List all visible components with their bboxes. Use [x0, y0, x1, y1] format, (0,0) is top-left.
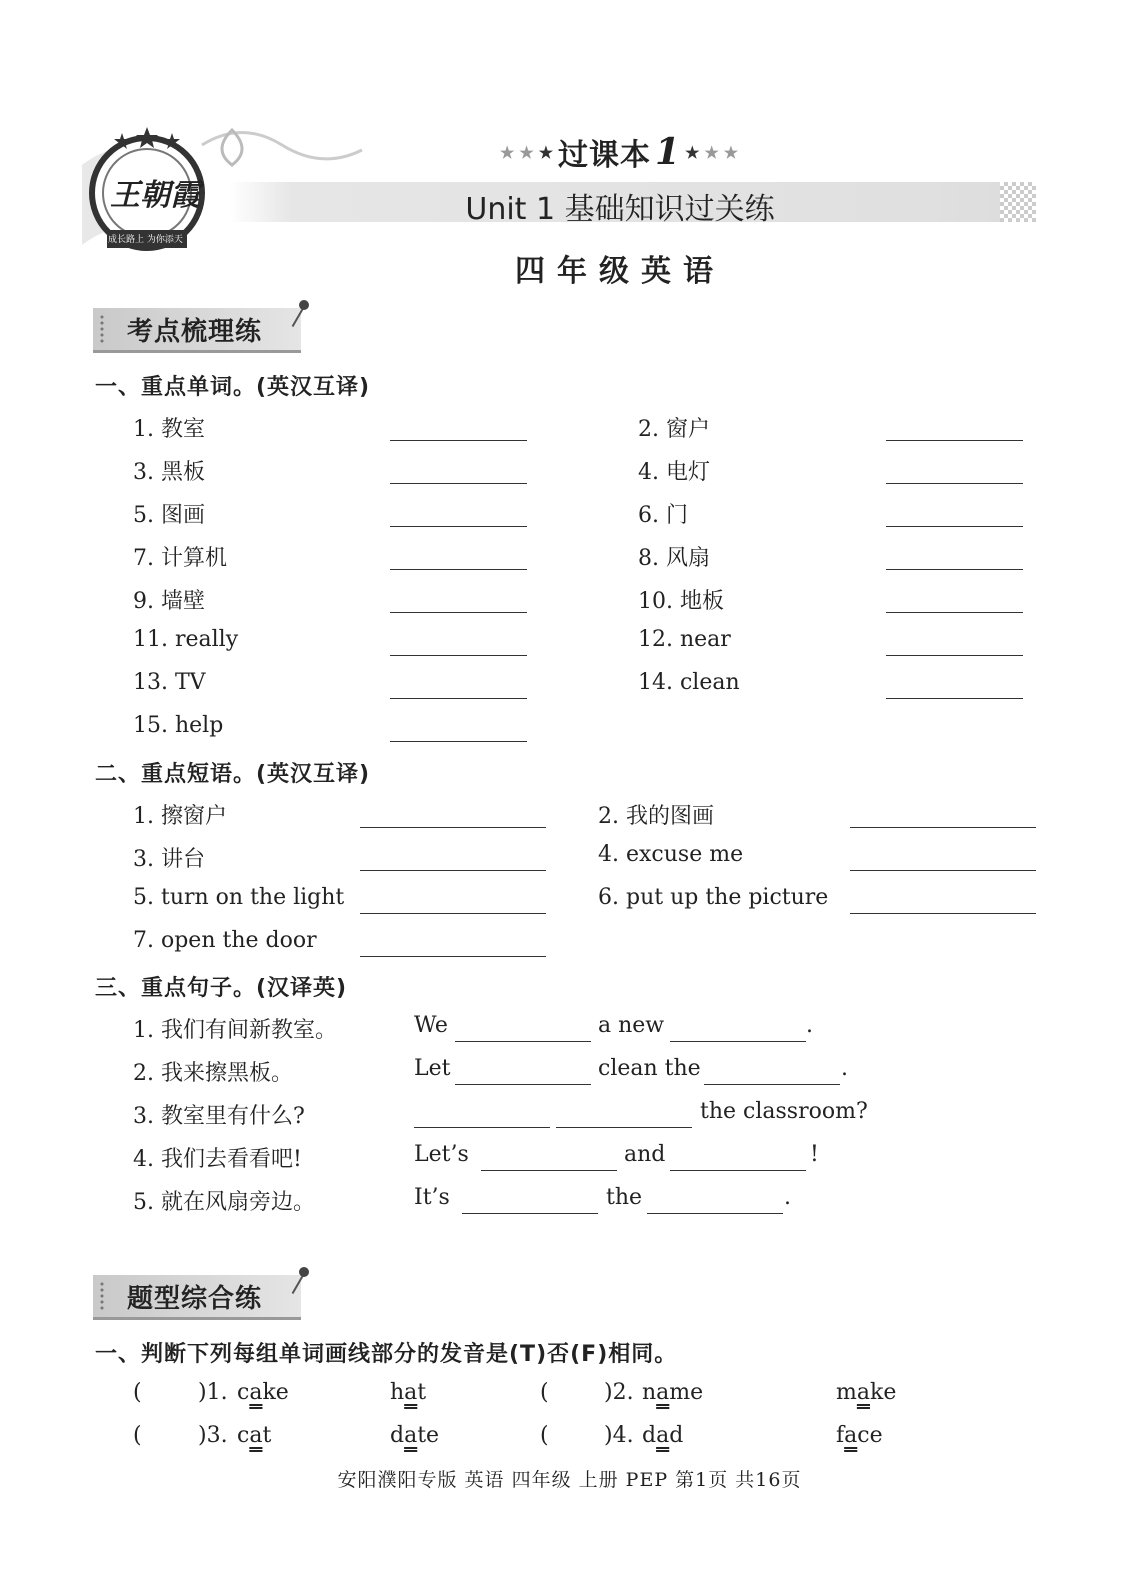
- answer-blank[interactable]: [886, 526, 1023, 527]
- logo-slogan: 成长路上 为你添天: [108, 235, 183, 245]
- answer-blank[interactable]: [886, 612, 1023, 613]
- section-banner-2: [93, 1275, 301, 1320]
- answer-blank[interactable]: [850, 870, 1036, 871]
- answer-blank[interactable]: [850, 913, 1036, 914]
- answer-blank[interactable]: [360, 956, 546, 957]
- word-a: name: [642, 1380, 704, 1405]
- phrase-item: 5. turn on the light: [133, 885, 345, 910]
- word-item: 9. 墙壁: [133, 589, 205, 614]
- question-number: )4.: [604, 1423, 634, 1448]
- paren-open: (: [133, 1380, 142, 1405]
- answer-blank[interactable]: [390, 698, 527, 699]
- question-number: )3.: [198, 1423, 228, 1448]
- sentence-word: Let: [414, 1056, 451, 1081]
- phrase-item: 7. open the door: [133, 928, 317, 953]
- grade-title: 四年级英语: [515, 254, 725, 289]
- answer-blank[interactable]: [886, 483, 1023, 484]
- sentence-cn: 3. 教室里有什么?: [133, 1104, 305, 1129]
- sentence-cn: 2. 我来擦黑板。: [133, 1061, 293, 1086]
- word-item: 14. clean: [638, 670, 740, 695]
- sentence-word: It’s: [414, 1185, 450, 1210]
- star-icon: ★: [519, 142, 535, 162]
- sentence-word: !: [810, 1142, 819, 1167]
- book-label: 过课本: [558, 138, 652, 173]
- answer-blank[interactable]: [414, 1127, 550, 1128]
- star-icon: ★: [723, 142, 740, 162]
- phrase-item: 1. 擦窗户: [133, 804, 227, 829]
- word-item: 15. help: [133, 713, 224, 738]
- section2-heading: 一、判断下列每组单词画线部分的发音是(T)否(F)相同。: [95, 1342, 678, 1367]
- word-a: cat: [237, 1423, 272, 1448]
- sentence-word: and: [624, 1142, 666, 1167]
- word-a: cake: [237, 1380, 289, 1405]
- sentence-word: Let’s: [414, 1142, 469, 1167]
- word-item: 2. 窗户: [638, 417, 710, 442]
- phrase-item: 2. 我的图画: [598, 804, 714, 829]
- paren-open: (: [133, 1423, 142, 1448]
- answer-blank[interactable]: [390, 569, 527, 570]
- answer-blank[interactable]: [704, 1084, 840, 1085]
- answer-blank[interactable]: [390, 655, 527, 656]
- word-b: date: [390, 1423, 440, 1448]
- sentence-word: clean the: [598, 1056, 701, 1081]
- logo-text: 王朝霞: [110, 178, 200, 213]
- sentence-word: the: [606, 1185, 643, 1210]
- book-label-row: [500, 130, 739, 174]
- sentence-word: a new: [598, 1013, 665, 1038]
- answer-blank[interactable]: [390, 612, 527, 613]
- part1-heading: 一、重点单词。(英汉互译): [95, 375, 371, 400]
- pin-icon: [299, 300, 309, 310]
- word-b: make: [836, 1380, 897, 1405]
- answer-blank[interactable]: [390, 741, 527, 742]
- answer-blank[interactable]: [462, 1213, 598, 1214]
- sentence-word: .: [806, 1013, 813, 1038]
- part2-heading: 二、重点短语。(英汉互译): [95, 762, 371, 787]
- sentence-word: the classroom?: [700, 1099, 868, 1124]
- word-item: 6. 门: [638, 503, 688, 528]
- word-a: dad: [642, 1423, 684, 1448]
- answer-blank[interactable]: [455, 1084, 591, 1085]
- word-item: 3. 黑板: [133, 460, 205, 485]
- star-icon: ★: [500, 142, 516, 162]
- sentence-word: We: [414, 1013, 448, 1038]
- answer-blank[interactable]: [556, 1127, 692, 1128]
- star-icon: ★: [704, 142, 720, 162]
- pin-icon: [299, 1267, 309, 1277]
- answer-blank[interactable]: [360, 827, 546, 828]
- answer-blank[interactable]: [886, 655, 1023, 656]
- answer-blank[interactable]: [390, 440, 527, 441]
- book-number: 1: [655, 131, 682, 173]
- word-b: face: [836, 1423, 883, 1448]
- sentence-cn: 4. 我们去看看吧!: [133, 1147, 302, 1172]
- answer-blank[interactable]: [670, 1170, 806, 1171]
- question-number: )2.: [604, 1380, 634, 1405]
- sentence-cn: 5. 就在风扇旁边。: [133, 1190, 315, 1215]
- word-item: 4. 电灯: [638, 460, 710, 485]
- answer-blank[interactable]: [360, 913, 546, 914]
- phrase-item: 4. excuse me: [598, 842, 744, 867]
- phrase-item: 6. put up the picture: [598, 885, 829, 910]
- answer-blank[interactable]: [647, 1213, 783, 1214]
- star-icon: ★: [685, 142, 701, 162]
- word-item: 13. TV: [133, 670, 206, 695]
- word-item: 7. 计算机: [133, 546, 227, 571]
- part3-heading: 三、重点句子。(汉译英): [95, 976, 348, 1001]
- sentence-word: .: [784, 1185, 791, 1210]
- word-item: 5. 图画: [133, 503, 205, 528]
- answer-blank[interactable]: [390, 483, 527, 484]
- sentence-word: .: [841, 1056, 848, 1081]
- sentence-cn: 1. 我们有间新教室。: [133, 1018, 337, 1043]
- paren-open: (: [540, 1423, 549, 1448]
- section-banner-title: 考点梳理练: [127, 317, 263, 347]
- word-b: hat: [390, 1380, 427, 1405]
- answer-blank[interactable]: [886, 569, 1023, 570]
- page-footer: 安阳濮阳专版 英语 四年级 上册 PEP 第1页 共16页: [337, 1469, 802, 1491]
- answer-blank[interactable]: [455, 1041, 591, 1042]
- section-banner-title: 题型综合练: [127, 1284, 263, 1314]
- question-number: )1.: [198, 1380, 228, 1405]
- unit-title: Unit 1 基础知识过关练: [465, 192, 775, 227]
- answer-blank[interactable]: [390, 526, 527, 527]
- answer-blank[interactable]: [481, 1170, 617, 1171]
- phrase-item: 3. 讲台: [133, 847, 205, 872]
- paren-open: (: [540, 1380, 549, 1405]
- title-band-pattern: [1000, 182, 1036, 222]
- word-item: 12. near: [638, 627, 731, 652]
- answer-blank[interactable]: [886, 440, 1023, 441]
- section-banner-1: [93, 308, 301, 353]
- answer-blank[interactable]: [360, 870, 546, 871]
- answer-blank[interactable]: [886, 698, 1023, 699]
- word-item: 11. really: [133, 627, 239, 652]
- word-item: 10. 地板: [638, 589, 724, 614]
- star-icon: ★: [538, 142, 555, 162]
- word-item: 1. 教室: [133, 417, 205, 442]
- word-item: 8. 风扇: [638, 546, 710, 571]
- answer-blank[interactable]: [670, 1041, 806, 1042]
- answer-blank[interactable]: [850, 827, 1036, 828]
